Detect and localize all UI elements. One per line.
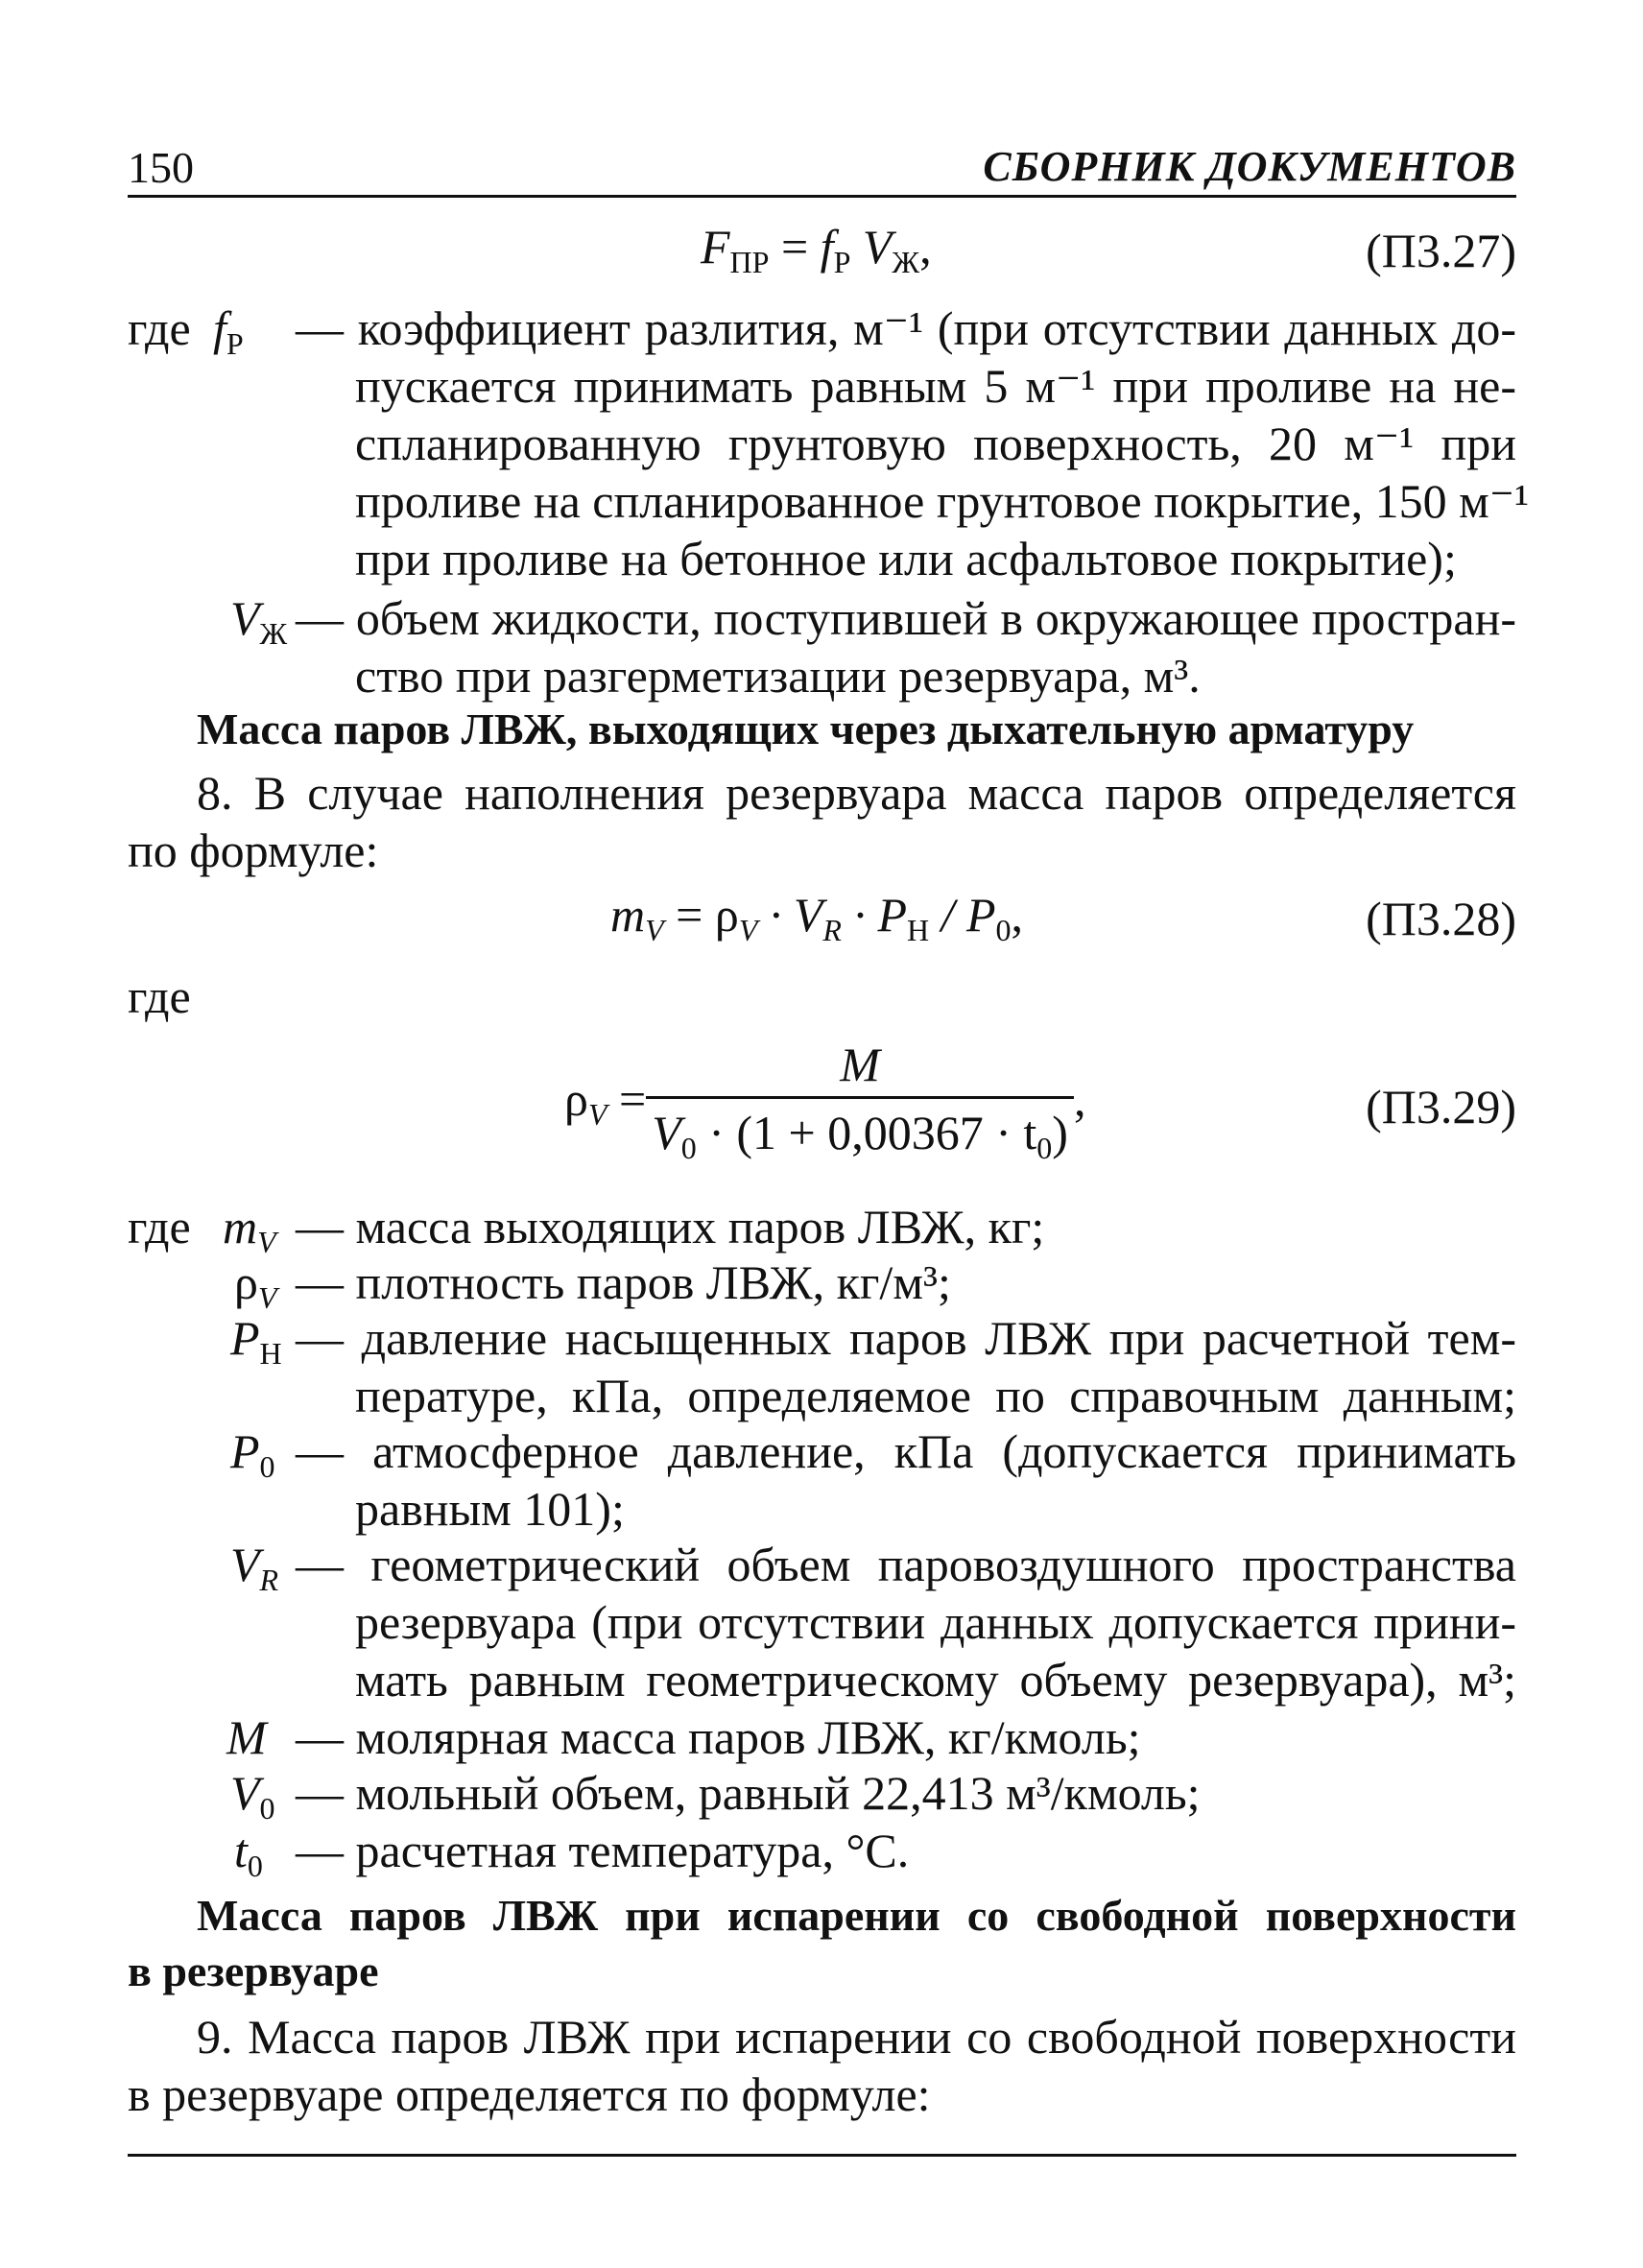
where-label-2: где — [128, 969, 191, 1023]
symbol-v0: $V_0$ — [230, 1766, 275, 1826]
symbol-t0: $t_0$ — [234, 1824, 263, 1883]
para-8-line-1: 8. В случае наполнения резервуара масса паров определяется — [197, 766, 1516, 820]
t0-def-line-1: — расчетная температура, °С. — [296, 1824, 910, 1877]
section-heading-evaporation-line-2: в резервуаре — [128, 1946, 379, 1995]
equation-p3-28: $m_V = \rho_V \cdot V_R \cdot P_Н / P_0$, — [610, 888, 1024, 947]
symbol-vzh: $V_Ж$ — [230, 591, 288, 651]
pn-def-line-1: — давление насыщенных паров ЛВЖ при расчетной тем- — [296, 1311, 1516, 1365]
p0-def-line-1: — атмосферное давление, кПа (допускается принимать — [296, 1424, 1516, 1478]
vr-def-line-3: мать равным геометрическому объему резервуара), м³; — [355, 1653, 1516, 1707]
v0-def-line-1: — мольный объем, равный 22,413 м³/кмоль; — [296, 1766, 1201, 1820]
para-8-line-2: по формуле: — [128, 824, 379, 877]
pn-def-line-2: пературе, кПа, определяемое по справочным данным; — [355, 1369, 1516, 1422]
symbol-vr: $V_R$ — [230, 1538, 279, 1597]
para-9-line-1: 9. Масса паров ЛВЖ при испарении со свободной поверхности — [197, 2010, 1516, 2064]
rhov-def-line-1: — плотность паров ЛВЖ, кг/м³; — [296, 1255, 951, 1309]
symbol-mv: $m_V$ — [223, 1200, 276, 1259]
section-heading-evaporation-line-1: Масса паров ЛВЖ при испарении со свободной поверхности — [197, 1891, 1516, 1940]
vzh-def-line-2: ство при разгерметизации резервуара, м³. — [355, 649, 1201, 703]
fp-def-line-2: пускается принимать равным 5 м⁻¹ при проливе на не- — [355, 359, 1516, 413]
symbol-pn: $P_Н$ — [230, 1311, 282, 1371]
equation-number-p3-29: (П3.29) — [1366, 1080, 1516, 1134]
running-title: СБОРНИК ДОКУМЕНТОВ — [983, 143, 1516, 190]
para-9-line-2: в резервуаре определяется по формуле: — [128, 2067, 931, 2121]
where-label-1: где — [128, 301, 191, 355]
equation-number-p3-28: (П3.28) — [1366, 892, 1516, 945]
equation-p3-27: $F_{ПР} = f_Р$ $V_Ж$, — [701, 220, 932, 279]
fp-def-line-1: — коэффициент разлития, м⁻¹ (при отсутствии данных до- — [296, 301, 1516, 355]
fraction-p3-29: $\frac{M}{V_0 \cdot (1 + 0,00367 \cdot t_0)}$ — [646, 1037, 1074, 1160]
vr-def-line-2: резервуара (при отсутствии данных допускается прини- — [355, 1595, 1516, 1649]
p0-def-line-2: равным 101); — [355, 1482, 625, 1536]
symbol-fp: $f_Р$ — [213, 301, 244, 361]
section-heading-breathing: Масса паров ЛВЖ, выходящих через дыхательную арматуру — [197, 704, 1415, 753]
header-rule — [128, 195, 1516, 198]
fp-def-line-4: проливе на спланированное грунтовое покрытие, 150 м⁻¹ — [355, 474, 1530, 528]
fp-def-line-5: при проливе на бетонное или асфальтовое покрытие); — [355, 532, 1457, 585]
symbol-rhov: $\rho_V$ — [234, 1255, 277, 1315]
fp-def-line-3: спланированную грунтовую поверхность, 20 м⁻¹ при — [355, 417, 1516, 470]
footer-rule — [128, 2154, 1516, 2157]
symbol-p0: $P_0$ — [230, 1424, 275, 1484]
vzh-def-line-1: — объем жидкости, поступившей в окружающее простран- — [296, 591, 1516, 645]
mv-def-line-1: — масса выходящих паров ЛВЖ, кг; — [296, 1200, 1045, 1253]
equation-number-p3-27: (П3.27) — [1366, 224, 1516, 277]
equation-p3-29: $\rho_V$ = $\frac{M}{V_0 \cdot (1 + 0,00367 \cdot t_0)}$ , — [564, 1038, 1086, 1165]
symbol-m: M — [226, 1710, 267, 1764]
where-label-3: где — [128, 1200, 191, 1253]
page-number: 150 — [128, 143, 194, 192]
m-def-line-1: — молярная масса паров ЛВЖ, кг/кмоль; — [296, 1710, 1141, 1764]
vr-def-line-1: — геометрический объем паровоздушного пространства — [296, 1538, 1516, 1591]
